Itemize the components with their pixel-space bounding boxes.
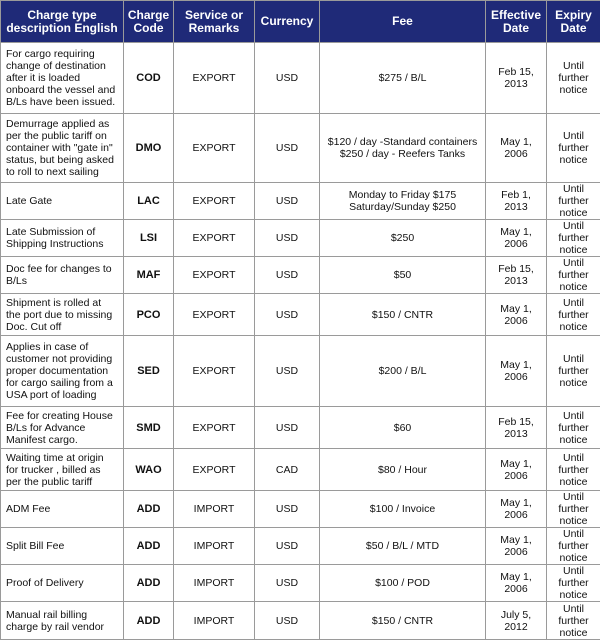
cell-code: ADD [124,565,174,602]
cell-code: LSI [124,220,174,257]
cell-description: Demurrage applied as per the public tariff on container with "gate in" status, but being asked to roll to next sailing [1,114,124,183]
header-code: Charge Code [124,1,174,43]
cell-fee: $200 / B/L [320,336,486,407]
cell-service: EXPORT [174,257,255,294]
cell-fee: $275 / B/L [320,43,486,114]
cell-code: SMD [124,407,174,449]
table-row [1,294,600,336]
cell-fee: $150 / CNTR [320,602,486,640]
cell-code: DMO [124,114,174,183]
table-body [1,43,600,640]
cell-fee: $100 / POD [320,565,486,602]
header-service: Service or Remarks [174,1,255,43]
cell-fee: $150 / CNTR [320,294,486,336]
cell-service: EXPORT [174,183,255,220]
cell-currency: USD [255,183,320,220]
cell-code: ADD [124,491,174,528]
cell-code: PCO [124,294,174,336]
cell-expiry-date: Until further notice [547,336,600,407]
cell-description: Fee for creating House B/Ls for Advance Manifest cargo. [1,407,124,449]
cell-description: ADM Fee [1,491,124,528]
cell-currency: USD [255,220,320,257]
cell-code: SED [124,336,174,407]
cell-service: IMPORT [174,565,255,602]
cell-expiry-date: Until further notice [547,565,600,602]
cell-description: Applies in case of customer not providing proper documentation for cargo sailing from a USA port of loading [1,336,124,407]
cell-effective-date: May 1, 2006 [486,565,547,602]
cell-description: Waiting time at origin for trucker , billed as per the public tariff [1,449,124,491]
cell-service: EXPORT [174,407,255,449]
cell-expiry-date: Until further notice [547,528,600,565]
cell-code: WAO [124,449,174,491]
cell-currency: USD [255,336,320,407]
cell-effective-date: May 1, 2006 [486,336,547,407]
cell-effective-date: Feb 1, 2013 [486,183,547,220]
table-header [1,1,600,43]
table-row [1,257,600,294]
cell-description: Late Gate [1,183,124,220]
cell-service: EXPORT [174,449,255,491]
cell-code: COD [124,43,174,114]
table-row [1,407,600,449]
table-row [1,220,600,257]
cell-description: Late Submission of Shipping Instructions [1,220,124,257]
cell-service: EXPORT [174,43,255,114]
cell-description: For cargo requiring change of destination after it is loaded onboard the vessel and B/Ls have been issued. [1,43,124,114]
cell-effective-date: Feb 15, 2013 [486,257,547,294]
cell-currency: USD [255,257,320,294]
header-fee: Fee [320,1,486,43]
table-row [1,565,600,602]
header-description: Charge type description English [1,1,124,43]
cell-fee: $80 / Hour [320,449,486,491]
cell-description: Doc fee for changes to B/Ls [1,257,124,294]
cell-fee: Monday to Friday $175 Saturday/Sunday $250 [320,183,486,220]
table-row [1,491,600,528]
cell-expiry-date: Until further notice [547,491,600,528]
table-row [1,336,600,407]
cell-description: Manual rail billing charge by rail vendor [1,602,124,640]
cell-effective-date: May 1, 2006 [486,114,547,183]
cell-currency: CAD [255,449,320,491]
cell-fee: $60 [320,407,486,449]
cell-currency: USD [255,294,320,336]
cell-service: EXPORT [174,220,255,257]
cell-effective-date: May 1, 2006 [486,220,547,257]
cell-expiry-date: Until further notice [547,183,600,220]
cell-code: ADD [124,528,174,565]
cell-code: ADD [124,602,174,640]
cell-code: LAC [124,183,174,220]
cell-currency: USD [255,528,320,565]
table-row [1,449,600,491]
cell-service: IMPORT [174,491,255,528]
cell-expiry-date: Until further notice [547,43,600,114]
cell-effective-date: May 1, 2006 [486,491,547,528]
cell-fee: $50 [320,257,486,294]
cell-currency: USD [255,602,320,640]
cell-expiry-date: Until further notice [547,407,600,449]
cell-fee: $250 [320,220,486,257]
cell-expiry-date: Until further notice [547,257,600,294]
cell-service: IMPORT [174,602,255,640]
header-expiry-date: Expiry Date [547,1,600,43]
cell-currency: USD [255,407,320,449]
cell-effective-date: Feb 15, 2013 [486,407,547,449]
cell-currency: USD [255,491,320,528]
cell-description: Split Bill Fee [1,528,124,565]
cell-expiry-date: Until further notice [547,220,600,257]
cell-expiry-date: Until further notice [547,449,600,491]
cell-expiry-date: Until further notice [547,114,600,183]
table-row [1,43,600,114]
cell-description: Proof of Delivery [1,565,124,602]
cell-expiry-date: Until further notice [547,602,600,640]
cell-service: EXPORT [174,294,255,336]
cell-description: Shipment is rolled at the port due to missing Doc. Cut off [1,294,124,336]
cell-service: EXPORT [174,336,255,407]
cell-fee: $120 / day -Standard containers $250 / day - Reefers Tanks [320,114,486,183]
table-row [1,528,600,565]
cell-effective-date: July 5, 2012 [486,602,547,640]
cell-effective-date: Feb 15, 2013 [486,43,547,114]
cell-service: EXPORT [174,114,255,183]
cell-code: MAF [124,257,174,294]
cell-fee: $100 / Invoice [320,491,486,528]
cell-effective-date: May 1, 2006 [486,528,547,565]
cell-effective-date: May 1, 2006 [486,449,547,491]
cell-effective-date: May 1, 2006 [486,294,547,336]
cell-expiry-date: Until further notice [547,294,600,336]
cell-fee: $50 / B/L / MTD [320,528,486,565]
header-effective-date: Effective Date [486,1,547,43]
header-currency: Currency [255,1,320,43]
cell-currency: USD [255,114,320,183]
cell-currency: USD [255,43,320,114]
header-row [1,1,600,43]
cell-currency: USD [255,565,320,602]
table-row [1,114,600,183]
table-row [1,183,600,220]
cell-service: IMPORT [174,528,255,565]
